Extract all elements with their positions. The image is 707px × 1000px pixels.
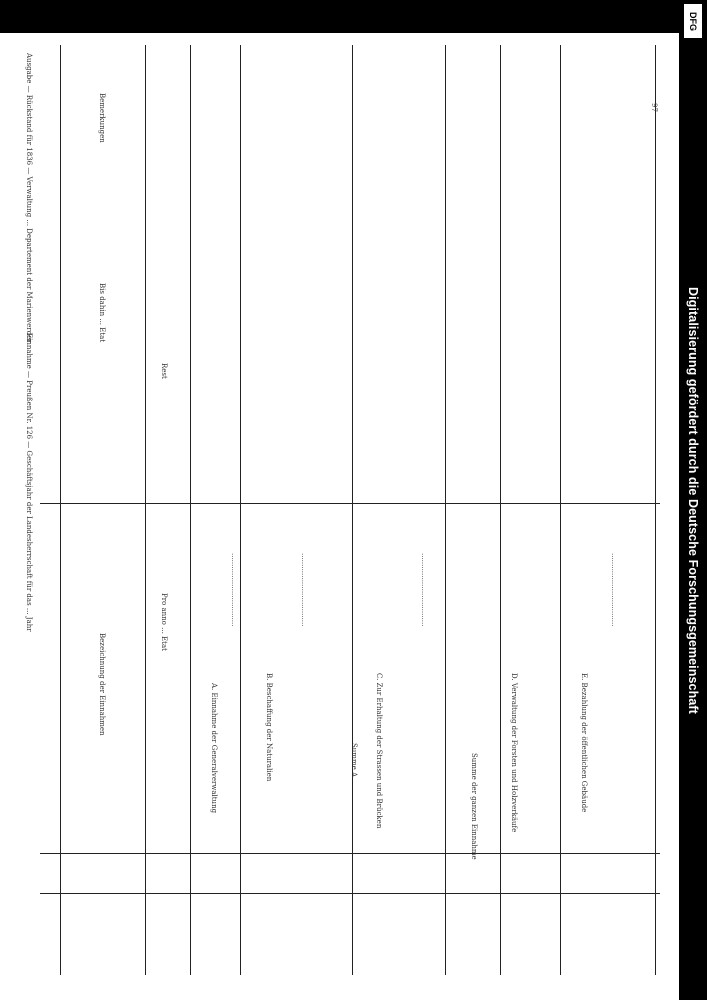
faint-entry-2: ................................. — [300, 553, 308, 627]
col-label-rest: Rest — [160, 363, 168, 379]
top-black-bar — [0, 0, 707, 33]
row-summary-2: Summe der ganzen Einnahme — [470, 753, 478, 860]
column-line-2 — [190, 45, 191, 975]
section-c: C. Zur Erhaltung der Strassen und Brücken — [375, 673, 383, 829]
header-right: Ausgabe — Rückstand für 1836 — Verwaltung ... Departement der Marienwerder — [25, 53, 33, 343]
dfg-logo — [684, 4, 702, 38]
dfg-attribution-text: Digitalisierung gefördert durch die Deutsche Forschungsgemeinschaft — [686, 286, 700, 714]
column-line-6 — [500, 45, 501, 975]
header-left: Einnahme — Preußen Nr. 126 — Geschäftsjahr der Landesherrschaft für das ... Jahr — [25, 333, 33, 632]
page-split-line — [40, 503, 660, 504]
dfg-logo-text: DFG — [688, 11, 698, 31]
column-line-1 — [145, 45, 146, 975]
col-label-left-1: Bezeichnung der Einnahmen — [98, 633, 106, 736]
col-label-remarks: Bemerkungen — [98, 93, 106, 143]
frame-line-left — [60, 45, 61, 975]
section-b: B. Beschaffung der Naturalien — [265, 673, 273, 782]
section-d: D. Verwaltung der Forsten und Holzverkäufe — [510, 673, 518, 833]
row-summary-1: Summe A — [350, 743, 358, 778]
faint-entry-1: ................................. — [230, 553, 238, 627]
column-line-7 — [560, 45, 561, 975]
page-number: 97 — [650, 103, 658, 112]
column-line-4 — [352, 45, 353, 975]
header-rule — [40, 893, 660, 894]
frame-line-right — [655, 45, 656, 975]
faint-entry-4: ................................. — [610, 553, 618, 627]
header-rule-2 — [40, 853, 660, 854]
column-line-3 — [240, 45, 241, 975]
dfg-attribution — [679, 0, 707, 1000]
section-a: A. Einnahme der Generalverwaltung — [210, 683, 218, 814]
scanned-document-page — [0, 33, 679, 1000]
faint-entry-3: ................................. — [420, 553, 428, 627]
col-label-right-1: Bis dahin ... Etat — [98, 283, 106, 343]
section-e: E. Bezahlung der öffentlichen Gebäude — [580, 673, 588, 813]
column-line-5 — [445, 45, 446, 975]
col-label-left-2: Pro anno ... Etat — [160, 593, 168, 651]
